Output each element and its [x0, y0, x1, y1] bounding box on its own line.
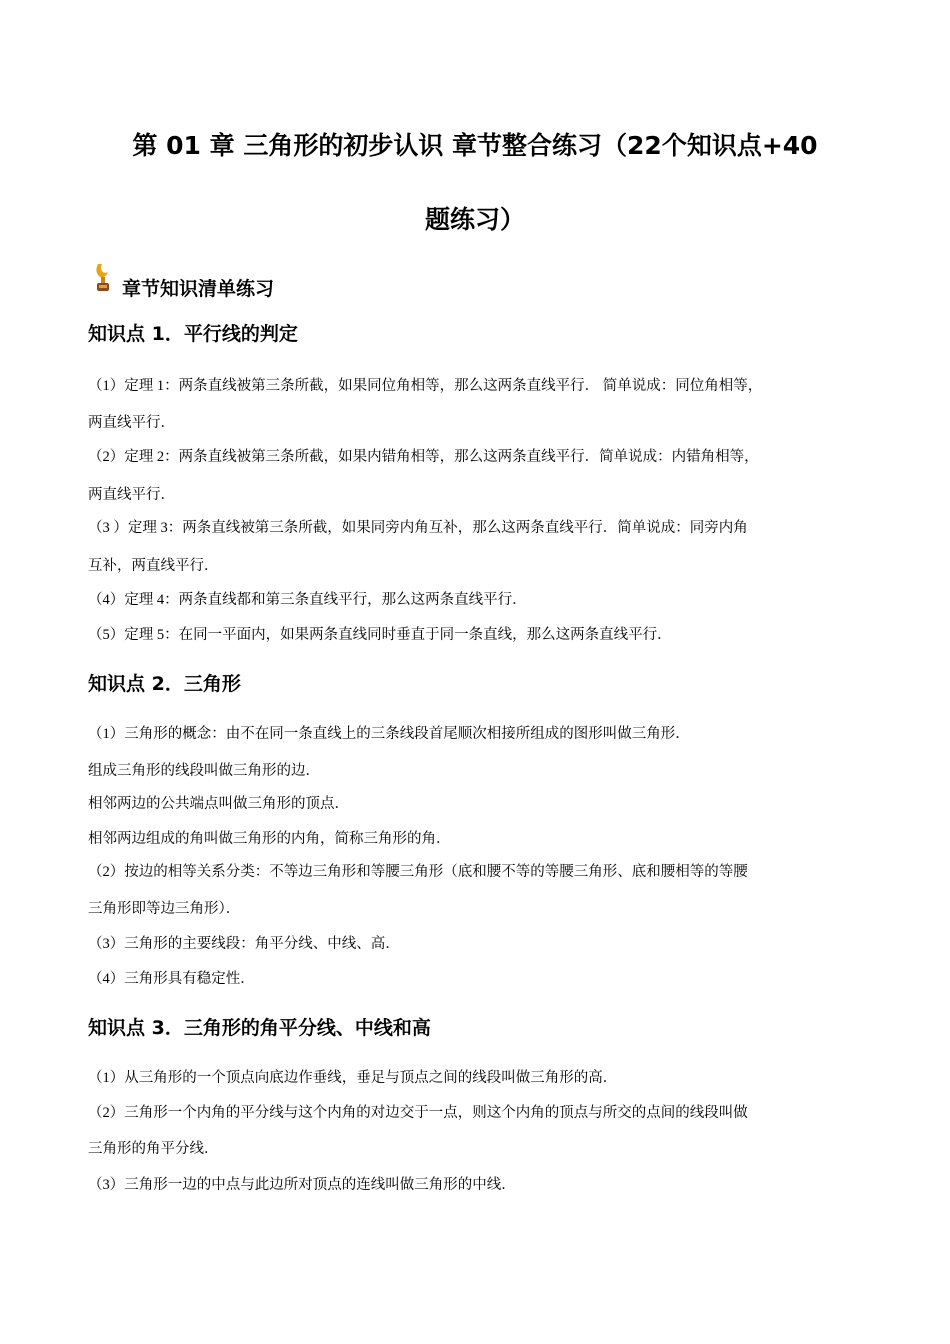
section-heading: 章节知识清单练习 — [122, 278, 275, 300]
document-title-line2: 题练习） — [424, 205, 525, 234]
kp1-line: 两直线平行． — [88, 487, 175, 503]
kp3-line: （3）三角形一边的中点与此边所对顶点的连线叫做三角形的中线． — [88, 1177, 516, 1193]
kp3-line: （1）从三角形的一个顶点向底边作垂线，垂足与顶点之间的线段叫做三角形的高． — [88, 1070, 618, 1086]
kp1-line: （2）定理 2：两条直线被第三条所截，如果内错角相等，那么这两条直线平行．简单说成：内错角相等， — [88, 449, 759, 465]
kp3-line: （2）三角形一个内角的平分线与这个内角的对边交于一点，则这个内角的顶点与所交的点间的线段叫做 — [88, 1105, 748, 1121]
kp2-line: 相邻两边的公共端点叫做三角形的顶点． — [88, 796, 349, 812]
kp2-line: 组成三角形的线段叫做三角形的边． — [88, 763, 320, 779]
kp2-line: （1）三角形的概念：由不在同一条直线上的三条线段首尾顺次相接所组成的图形叫做三角形． — [88, 726, 690, 742]
kp1-line: （3 ）定理 3：两条直线被第三条所截，如果同旁内角互补，那么这两条直线平行．简单说成：同旁内角 — [88, 520, 748, 536]
document-title-line1: 第 01 章 三角形的初步认识 章节整合练习（22个知识点+40 — [132, 131, 818, 160]
kp2-line: （3）三角形的主要线段：角平分线、中线、高． — [88, 936, 400, 952]
kp3-line: 三角形的角平分线． — [88, 1141, 219, 1157]
kp2-line: 三角形即等边三角形）． — [88, 901, 241, 917]
kp1-line: （4）定理 4：两条直线都和第三条直线平行，那么这两条直线平行． — [88, 592, 527, 608]
kp2-line: （4）三角形具有稳定性． — [88, 971, 255, 987]
kp2-line: （2）按边的相等关系分类：不等边三角形和等腰三角形（底和腰不等的等腰三角形、底和腰相等的等腰 — [88, 864, 748, 880]
trophy-icon — [92, 262, 114, 294]
kp3-heading: 知识点 3．三角形的角平分线、中线和高 — [88, 1017, 431, 1039]
kp2-line: 相邻两边组成的角叫做三角形的内角，简称三角形的角． — [88, 831, 451, 847]
kp1-line: （5）定理 5：在同一平面内，如果两条直线同时垂直于同一条直线，那么这两条直线平行． — [88, 627, 672, 643]
kp1-line: 互补，两直线平行． — [88, 558, 219, 574]
kp2-heading: 知识点 2．三角形 — [88, 673, 241, 695]
kp1-line: （1）定理 1：两条直线被第三条所截，如果同位角相等，那么这两条直线平行． 简单说成：同位角相等， — [88, 378, 763, 394]
kp1-heading: 知识点 1．平行线的判定 — [88, 323, 298, 345]
kp1-line: 两直线平行． — [88, 415, 175, 431]
